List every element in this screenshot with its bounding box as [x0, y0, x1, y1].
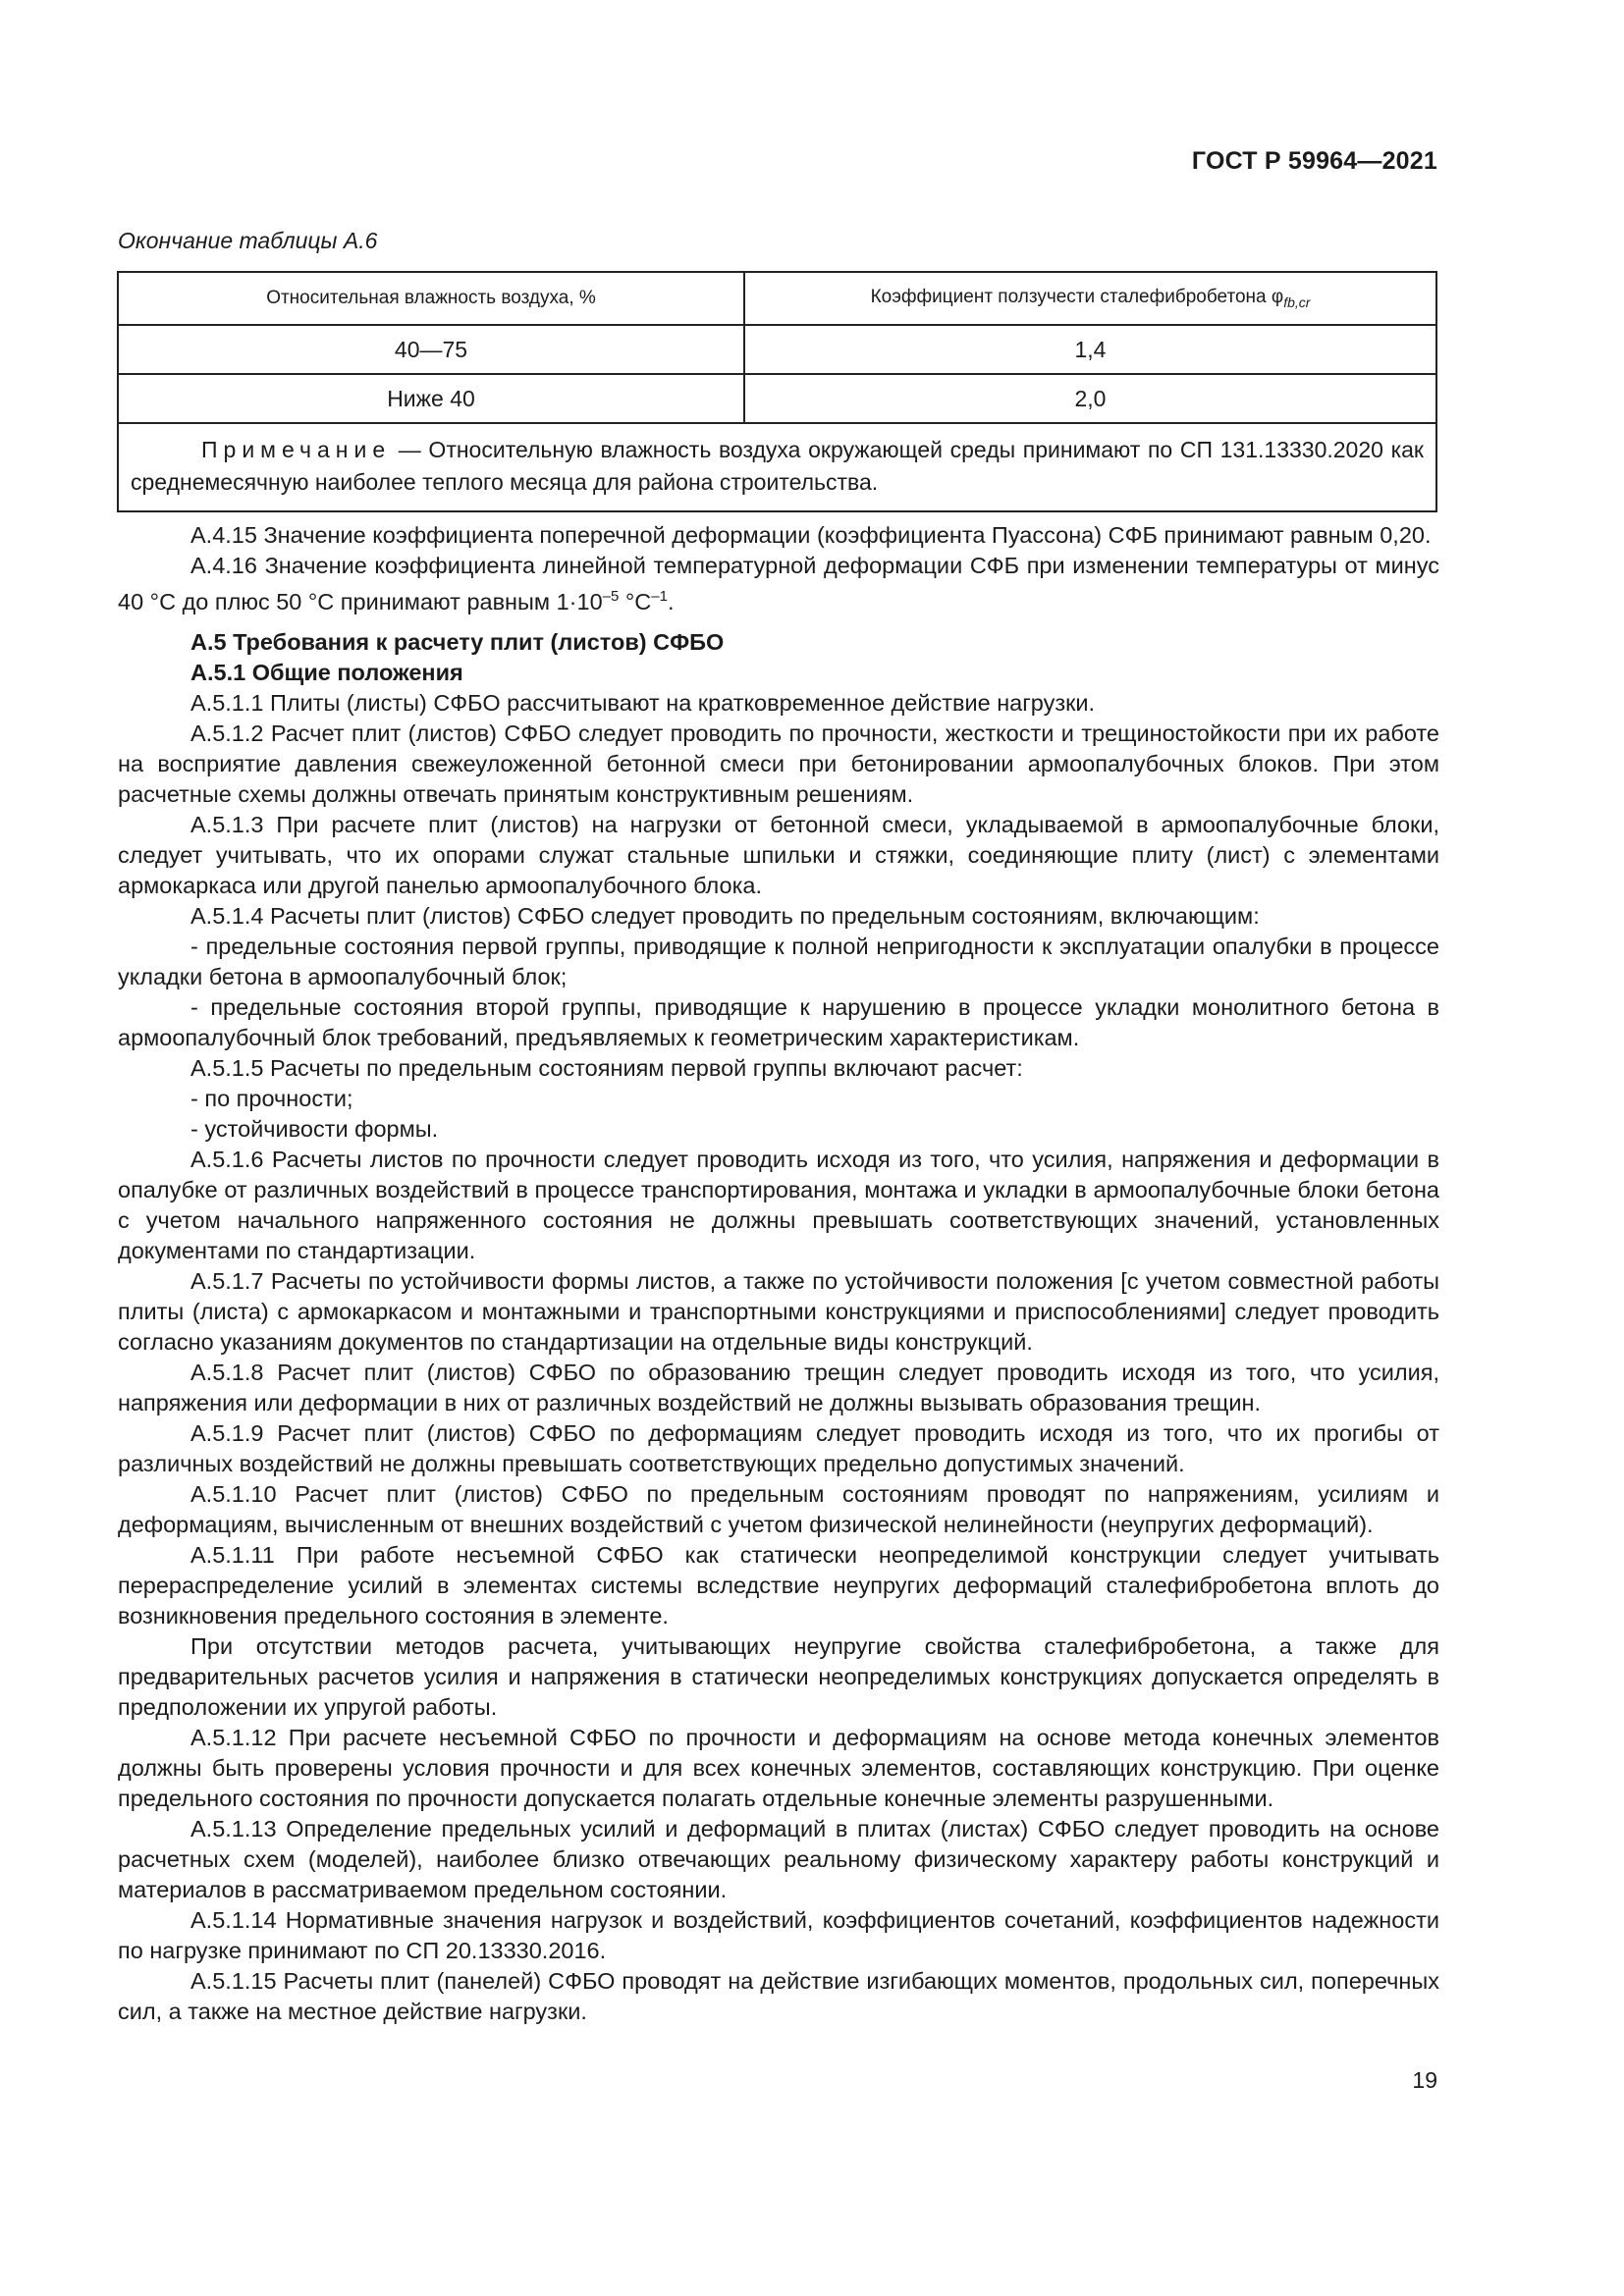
paragraph: А.5.1.7 Расчеты по устойчивости формы листов, а также по устойчивости положения [с учетом совместной работы плиты (листа) с армокаркасом и монтажными и транспортными конструкциями и приспособлениями] следует проводить согласно указаниям документов по стандартизации на отдельные виды конструкций. [118, 1267, 1439, 1355]
humidity-creep-table [117, 271, 1437, 512]
subsection-heading: А.5.1 Общие положения [190, 659, 463, 685]
paragraph-text: . [667, 588, 675, 614]
note-label: Примечание [201, 437, 392, 462]
paragraph: А.5.1.4 Расчеты плит (листов) СФБО следует проводить по предельным состояниям, включающим: [190, 902, 1260, 929]
page-number: 19 [1412, 2067, 1437, 2093]
section-heading: А.5 Требования к расчету плит (листов) СФБО [190, 628, 725, 655]
note-text: — Относительную влажность воздуха окружающей среды принимают по СП 131.13330.2020 как среднемесячную наиболее теплого месяца для района строительства. [131, 437, 1424, 495]
paragraph: А.5.1.10 Расчет плит (листов) СФБО по предельным состояниям проводят по напряжениям, усилиям и деформациям, вычисленным от внешних воздействий с учетом физической нелинейности (неупругих деформаций). [118, 1480, 1439, 1537]
table-note [118, 423, 1436, 511]
paragraph: А.5.1.6 Расчеты листов по прочности следует проводить исходя из того, что усилия, напряжения и деформации в опалубке от различных воздействий в процессе транспортирования, монтажа и укладки в армоопалубочные блоки бетона с учетом начального напряженного состояния не должны превышать соответствующих значений, установленных документами по стандартизации. [118, 1146, 1439, 1263]
cell-coef: 2,0 [744, 374, 1436, 423]
header-creep-coef [744, 272, 1436, 325]
cell-humidity: 40—75 [118, 325, 744, 374]
paragraph: А.5.1.8 Расчет плит (листов) СФБО по образованию трещин следует проводить исходя из того, что усилия, напряжения или деформации в них от различных воздействий не должны вызывать образования трещин. [118, 1359, 1439, 1415]
cell-coef: 1,4 [744, 325, 1436, 374]
paragraph: А.5.1.12 При расчете несъемной СФБО по прочности и деформациям на основе метода конечных элементов должны быть проверены условия прочности и для всех конечных элементов, составляющих конструкцию. При оценке предельного состояния по прочности допускается полагать отдельные конечные элементы разрушенными. [118, 1724, 1439, 1811]
paragraph: А.5.1.3 При расчете плит (листов) на нагрузки от бетонной смеси, укладываемой в армоопалубочные блоки, следует учитывать, что их опорами служат стальные шпильки и стяжки, соединяющие плиту (лист) с элементами армокаркаса или другой панелью армоопалубочного блока. [118, 811, 1439, 898]
table-note-row [118, 423, 1436, 511]
paragraph: При отсутствии методов расчета, учитывающих неупругие свойства сталефибробетона, а также для предварительных расчетов усилия и напряжения в статически неопределимых конструкциях допускается определять в предположении их упругой работы. [118, 1632, 1439, 1720]
paragraph: А.5.1.1 Плиты (листы) СФБО рассчитывают на кратковременное действие нагрузки. [190, 689, 1096, 716]
paragraph: А.4.15 Значение коэффициента поперечной деформации (коэффициента Пуассона) СФБ принимают равным 0,20. [190, 522, 1432, 548]
table-row [118, 325, 1436, 374]
list-item: - устойчивости формы. [190, 1115, 439, 1142]
paragraph: А.5.1.2 Расчет плит (листов) СФБО следует проводить по прочности, жесткости и трещиностойкости при их работе на восприятие давления свежеуложенной бетонной смеси при бетонировании армоопалубочных блоков. При этом расчетные схемы должны отвечать принятым конструктивным решениям. [118, 720, 1439, 807]
document-body [118, 520, 1439, 2027]
paragraph [118, 551, 1439, 617]
paragraph-text: °С [619, 588, 652, 614]
superscript: –5 [602, 588, 620, 605]
list-item: - предельные состояния второй группы, приводящие к нарушению в процессе укладки монолитного бетона в армоопалубочный блок требований, предъявляемых к геометрическим характеристикам. [118, 993, 1439, 1050]
table-caption: Окончание таблицы А.6 [118, 228, 378, 253]
paragraph: А.5.1.11 При работе несъемной СФБО как статически неопределимой конструкции следует учитывать перераспределение усилий в элементах системы вследствие неупругих деформаций сталефибробетона вплоть до возникновения предельного состояния в элементе. [118, 1541, 1439, 1629]
cell-humidity: Ниже 40 [118, 374, 744, 423]
paragraph: А.5.1.5 Расчеты по предельным состояниям первой группы включают расчет: [190, 1054, 1023, 1081]
superscript: –1 [651, 588, 668, 605]
paragraph-text: А.4.16 Значение коэффициента линейной температурной деформации СФБ при изменении температуры от минус 40 °С до плюс 50 °С принимают равным 1·10 [118, 553, 1439, 614]
list-item: - предельные состояния первой группы, приводящие к полной непригодности к эксплуатации опалубки в процессе укладки бетона в армоопалубочный блок; [118, 933, 1439, 989]
table-row [118, 374, 1436, 423]
table-header-row [118, 272, 1436, 325]
document-code: ГОСТ Р 59964—2021 [1191, 147, 1437, 175]
paragraph: А.5.1.13 Определение предельных усилий и деформаций в плитах (листах) СФБО следует проводить на основе расчетных схем (моделей), наиболее близко отвечающих реальному физическому характеру работы конструкций и материалов в рассматриваемом предельном состоянии. [118, 1815, 1439, 1902]
header-creep-subscript: fb,cr [1283, 294, 1311, 310]
header-humidity: Относительная влажность воздуха, % [118, 272, 744, 325]
paragraph: А.5.1.15 Расчеты плит (панелей) СФБО проводят на действие изгибающих моментов, продольных сил, поперечных сил, а также на местное действие нагрузки. [118, 1967, 1439, 2024]
list-item: - по прочности; [190, 1085, 353, 1111]
header-creep-text: Коэффициент ползучести сталефибробетона φ [870, 287, 1284, 308]
paragraph: А.5.1.9 Расчет плит (листов) СФБО по деформациям следует проводить исходя из того, что их прогибы от различных воздействий не должны превышать соответствующих предельно допустимых значений. [118, 1419, 1439, 1476]
paragraph: А.5.1.14 Нормативные значения нагрузок и воздействий, коэффициентов сочетаний, коэффициентов надежности по нагрузке принимают по СП 20.13330.2016. [118, 1906, 1439, 1963]
